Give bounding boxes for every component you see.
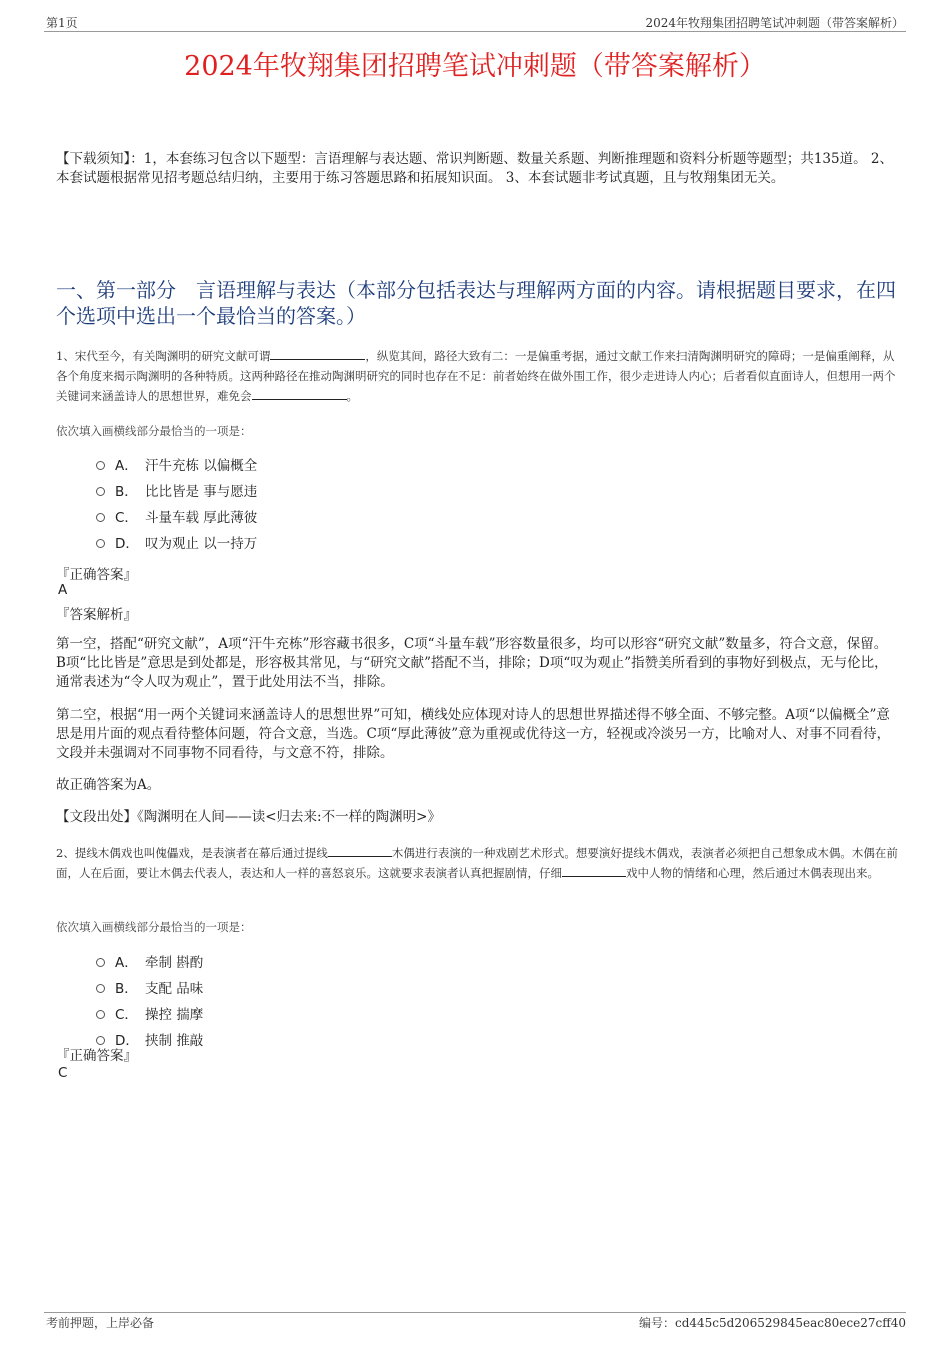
q1-analysis-label: 『答案解析』 [56,607,137,623]
q1-analysis-paragraph-1: 第一空，搭配“研究文献”，A项“汗牛充栋”形容藏书很多，C项“斗量车载”形容数量很多，均可以形容“研究文献”数量多，符合文意，保留。B项“比比皆是”意思是到处都是，形容极其常见，与“研究文献”搭配不当，排除；D项“叹为观止”指赞美所看到的事物好到极点，无与伦比，通常表述为“令人叹为观止”，置于此处用法不当，排除。 [56,636,888,690]
radio-icon[interactable] [96,984,105,993]
running-title: 2024年牧翔集团招聘笔试冲刺题（带答案解析） [645,16,904,30]
q1-blank-2 [252,387,347,400]
q2-prompt: 依次填入画横线部分最恰当的一项是： [56,920,252,934]
q1-answer-label: 『正确答案』 [56,567,137,583]
q2-option-a[interactable] [96,953,203,973]
radio-icon[interactable] [96,461,105,470]
q1-analysis-paragraph-2: 第二空，根据“用一两个关键词来涵盖诗人的思想世界”可知，横线处应体现对诗人的思想世界描述得不够全面、不够完整。A项“以偏概全”意思是用片面的观点看待整体问题，符合文意，当选。C项“厚此薄彼”意为重视或优待这一方，轻视或冷淡另一方，比喻对人、对事不同看待，文段并未强调对不同事物不同看待，与文意不符，排除。 [56,707,891,761]
q2-option-c[interactable] [96,1005,203,1025]
radio-icon[interactable] [96,539,105,548]
option-text: 操控 揣摩 [145,1007,204,1023]
q2-answer-value: C [58,1065,68,1081]
option-text: 汗牛充栋 以偏概全 [145,458,258,474]
q2-blank-1 [328,844,392,857]
option-text: 斗量车载 厚此薄彼 [145,510,258,526]
download-notice: 【下载须知】：1，本套练习包含以下题型：言语理解与表达题、常识判断题、数量关系题、判断推理题和资料分析题等题型；共135道。 2、本套试题根据常见招考题总结归纳，主要用于练习答题思路和拓展知识面。 3、本套试题非考试真题，且与牧翔集团无关。 [56,151,893,186]
q2-text-part-a: 2、提线木偶戏也叫傀儡戏，是表演者在幕后通过提线 [56,846,328,860]
option-letter: D． [115,1033,139,1049]
option-text: 挟制 推敲 [145,1033,204,1049]
q1-analysis-conclusion: 故正确答案为A。 [56,777,161,793]
question-1-stem [56,346,902,406]
q2-answer-label: 『正确答案』 [56,1048,137,1064]
q1-option-a[interactable] [96,456,257,476]
option-text: 牵制 斟酌 [145,955,204,971]
option-text: 叹为观止 以一持万 [145,536,258,552]
q1-option-b[interactable] [96,482,257,502]
page-number: 第1页 [46,16,78,30]
footer-divider [44,1312,906,1313]
radio-icon[interactable] [96,513,105,522]
option-letter: B． [115,484,138,500]
q1-answer-value: A [58,582,68,598]
q1-option-c[interactable] [96,508,257,528]
radio-icon[interactable] [96,958,105,967]
radio-icon[interactable] [96,487,105,496]
question-2-stem [56,843,902,883]
option-letter: C． [115,1007,138,1023]
header-divider [44,31,906,32]
option-letter: A． [115,955,138,971]
document-title: 2024年牧翔集团招聘笔试冲刺题（带答案解析） [184,51,766,82]
radio-icon[interactable] [96,1010,105,1019]
option-letter: D． [115,536,139,552]
option-text: 比比皆是 事与愿违 [145,484,258,500]
footer-slogan: 考前押题，上岸必备 [46,1316,155,1330]
q1-text-part-b: ，纵览其间，路径大致有二：一是偏重考据，通过文献工作来扫清陶渊明研究的障碍；一是偏重阐释，从各个角度来揭示陶渊明的各种特质。这两种路径在推动陶渊明研究的同时也存在不足：前者始终在做外围工作，很少走进诗人内心；后者看似直面诗人，但想用一两个关键词来涵盖诗人的思想世界，难免会 [56,349,896,403]
q1-prompt: 依次填入画横线部分最恰当的一项是： [56,424,252,438]
q1-text-part-c: 。 [346,389,358,403]
q2-option-b[interactable] [96,979,203,999]
footer-serial: 编号：cd445c5d206529845eac80ece27cff40 [638,1316,906,1330]
option-letter: C． [115,510,138,526]
section-heading: 一、第一部分 言语理解与表达（本部分包括表达与理解两方面的内容。请根据题目要求，在四个选项中选出一个最恰当的答案。） [56,278,896,328]
q2-text-part-c: 戏中人物的情绪和心理，然后通过木偶表现出来。 [626,866,879,880]
q1-option-d[interactable] [96,534,257,554]
q1-blank-1 [270,347,365,360]
q1-source: 【文段出处】《陶渊明在人间——读<归去来:不一样的陶渊明>》 [56,809,441,825]
option-letter: B． [115,981,138,997]
option-letter: A． [115,458,138,474]
option-text: 支配 品味 [145,981,204,997]
q2-text-part-b: 木偶进行表演的一种戏剧艺术形式。想要演好提线木偶戏，表演者必须把自己想象成木偶。木偶在前面，人在后面，要让木偶去代表人，表达和人一样的喜怒哀乐。这就要求表演者认真把握剧情，仔细 [56,846,898,880]
q2-blank-2 [562,864,626,877]
q1-text-part-a: 1、宋代至今，有关陶渊明的研究文献可谓 [56,349,271,363]
